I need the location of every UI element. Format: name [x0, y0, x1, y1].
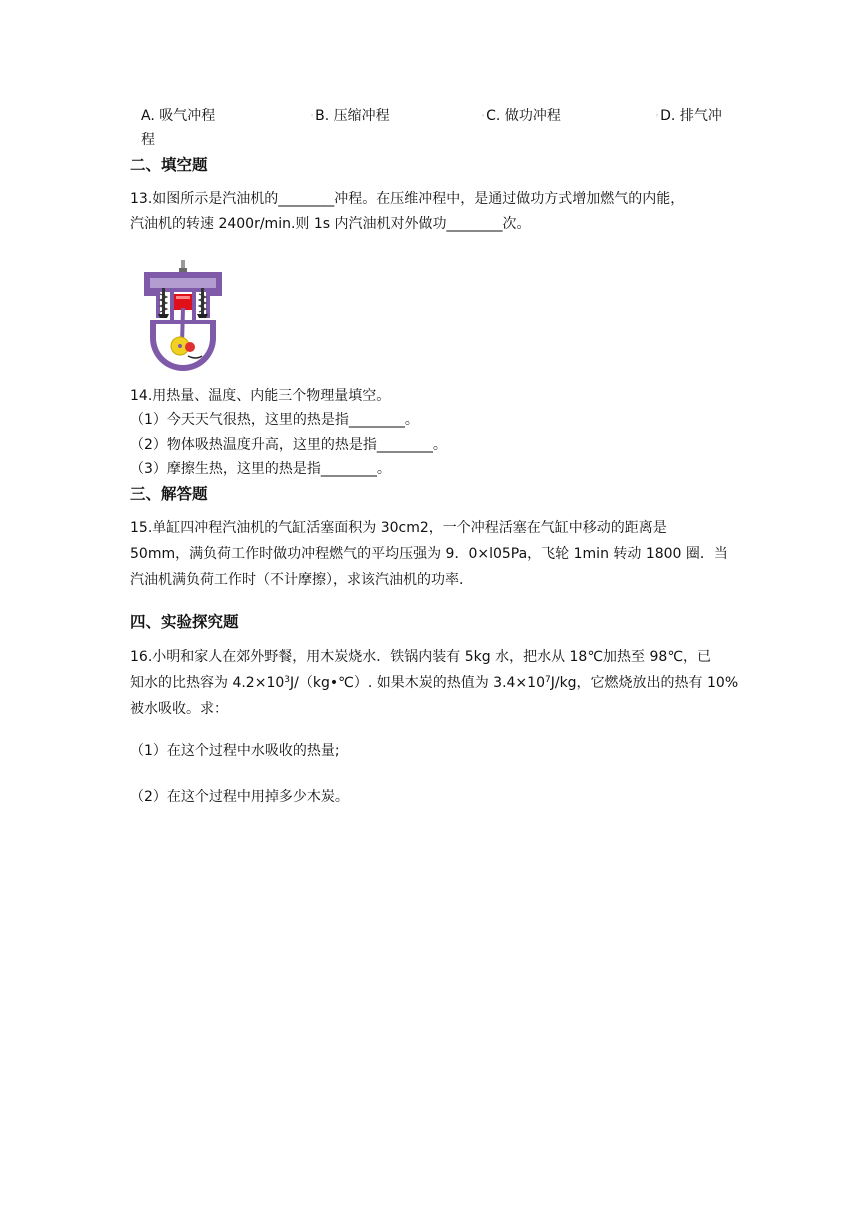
option-marker-icon: ◦	[310, 112, 315, 120]
question-16-part-2: （2）在这个过程中用掉多少木炭。	[130, 789, 349, 805]
crank-axle	[178, 344, 182, 348]
q16-text-c: J/kg，它燃烧放出的热有 10%	[550, 675, 739, 691]
option-b	[310, 105, 390, 125]
question-16-line-1: 16.小明和家人在郊外野餐，用木炭烧水．铁锅内装有 5kg 水，把水从 18℃加热至 98℃，已	[130, 649, 712, 665]
option-c	[481, 105, 561, 125]
question-15-line-3: 汽油机满负荷工作时（不计摩擦），求该汽油机的功率.	[130, 572, 464, 588]
question-14-part-2: （2）物体吸热温度升高，这里的热是指________。	[130, 437, 447, 453]
option-marker-icon: ◦	[655, 112, 660, 120]
option-d	[655, 105, 722, 125]
question-13-line-2: 汽油机的转速 2400r/min.则 1s 内汽油机对外做功________次。	[130, 216, 531, 232]
q16-exponent-1: 3	[284, 675, 290, 685]
option-d-label: D. 排气冲	[660, 108, 722, 124]
section-heading-fill-blank: 二、填空题	[130, 156, 208, 174]
option-a: A. 吸气冲程	[141, 108, 216, 124]
option-marker-icon: ◦	[481, 112, 486, 120]
question-14-intro: 14.用热量、温度、内能三个物理量填空。	[130, 388, 391, 404]
cylinder-head-inner	[150, 278, 216, 288]
cylinder-wall-left	[170, 292, 174, 322]
question-15-line-1: 15.单缸四冲程汽油机的气缸活塞面积为 30cm2，一个冲程活塞在气缸中移动的距离是	[130, 520, 667, 536]
option-d-wrap: 程	[141, 132, 155, 148]
q16-text-b: J/（kg•℃）. 如果木炭的热值为 3.4×10	[290, 675, 545, 691]
option-b-label: B. 压缩冲程	[315, 108, 390, 124]
question-16-line-3: 被水吸收。求：	[130, 701, 228, 717]
section-heading-experiment: 四、实验探究题	[130, 613, 239, 631]
q16-exponent-2: 7	[544, 675, 551, 685]
section-heading-solve: 三、解答题	[130, 485, 208, 503]
crank-pin	[185, 342, 195, 352]
q16-text-a: 知水的比热容为 4.2×10	[130, 675, 285, 691]
piston-ring	[176, 296, 190, 299]
question-16-line-2	[130, 672, 738, 692]
question-16-part-1: （1）在这个过程中水吸收的热量;	[130, 743, 340, 759]
engine-diagram	[140, 258, 226, 376]
question-15-line-2: 50mm，满负荷工作时做功冲程燃气的平均压强为 9．0×l05Pa，飞轮 1min 转动 1800 圈．当	[130, 546, 728, 562]
option-c-label: C. 做功冲程	[486, 108, 561, 124]
question-14-part-1: （1）今天天气很热，这里的热是指________。	[130, 412, 419, 428]
cylinder-wall-right	[192, 292, 196, 322]
question-14-part-3: （3）摩擦生热，这里的热是指________。	[130, 461, 391, 477]
question-13-line-1: 13.如图所示是汽油机的________冲程。在压维冲程中，是通过做功方式增加燃气的内能，	[130, 191, 685, 207]
